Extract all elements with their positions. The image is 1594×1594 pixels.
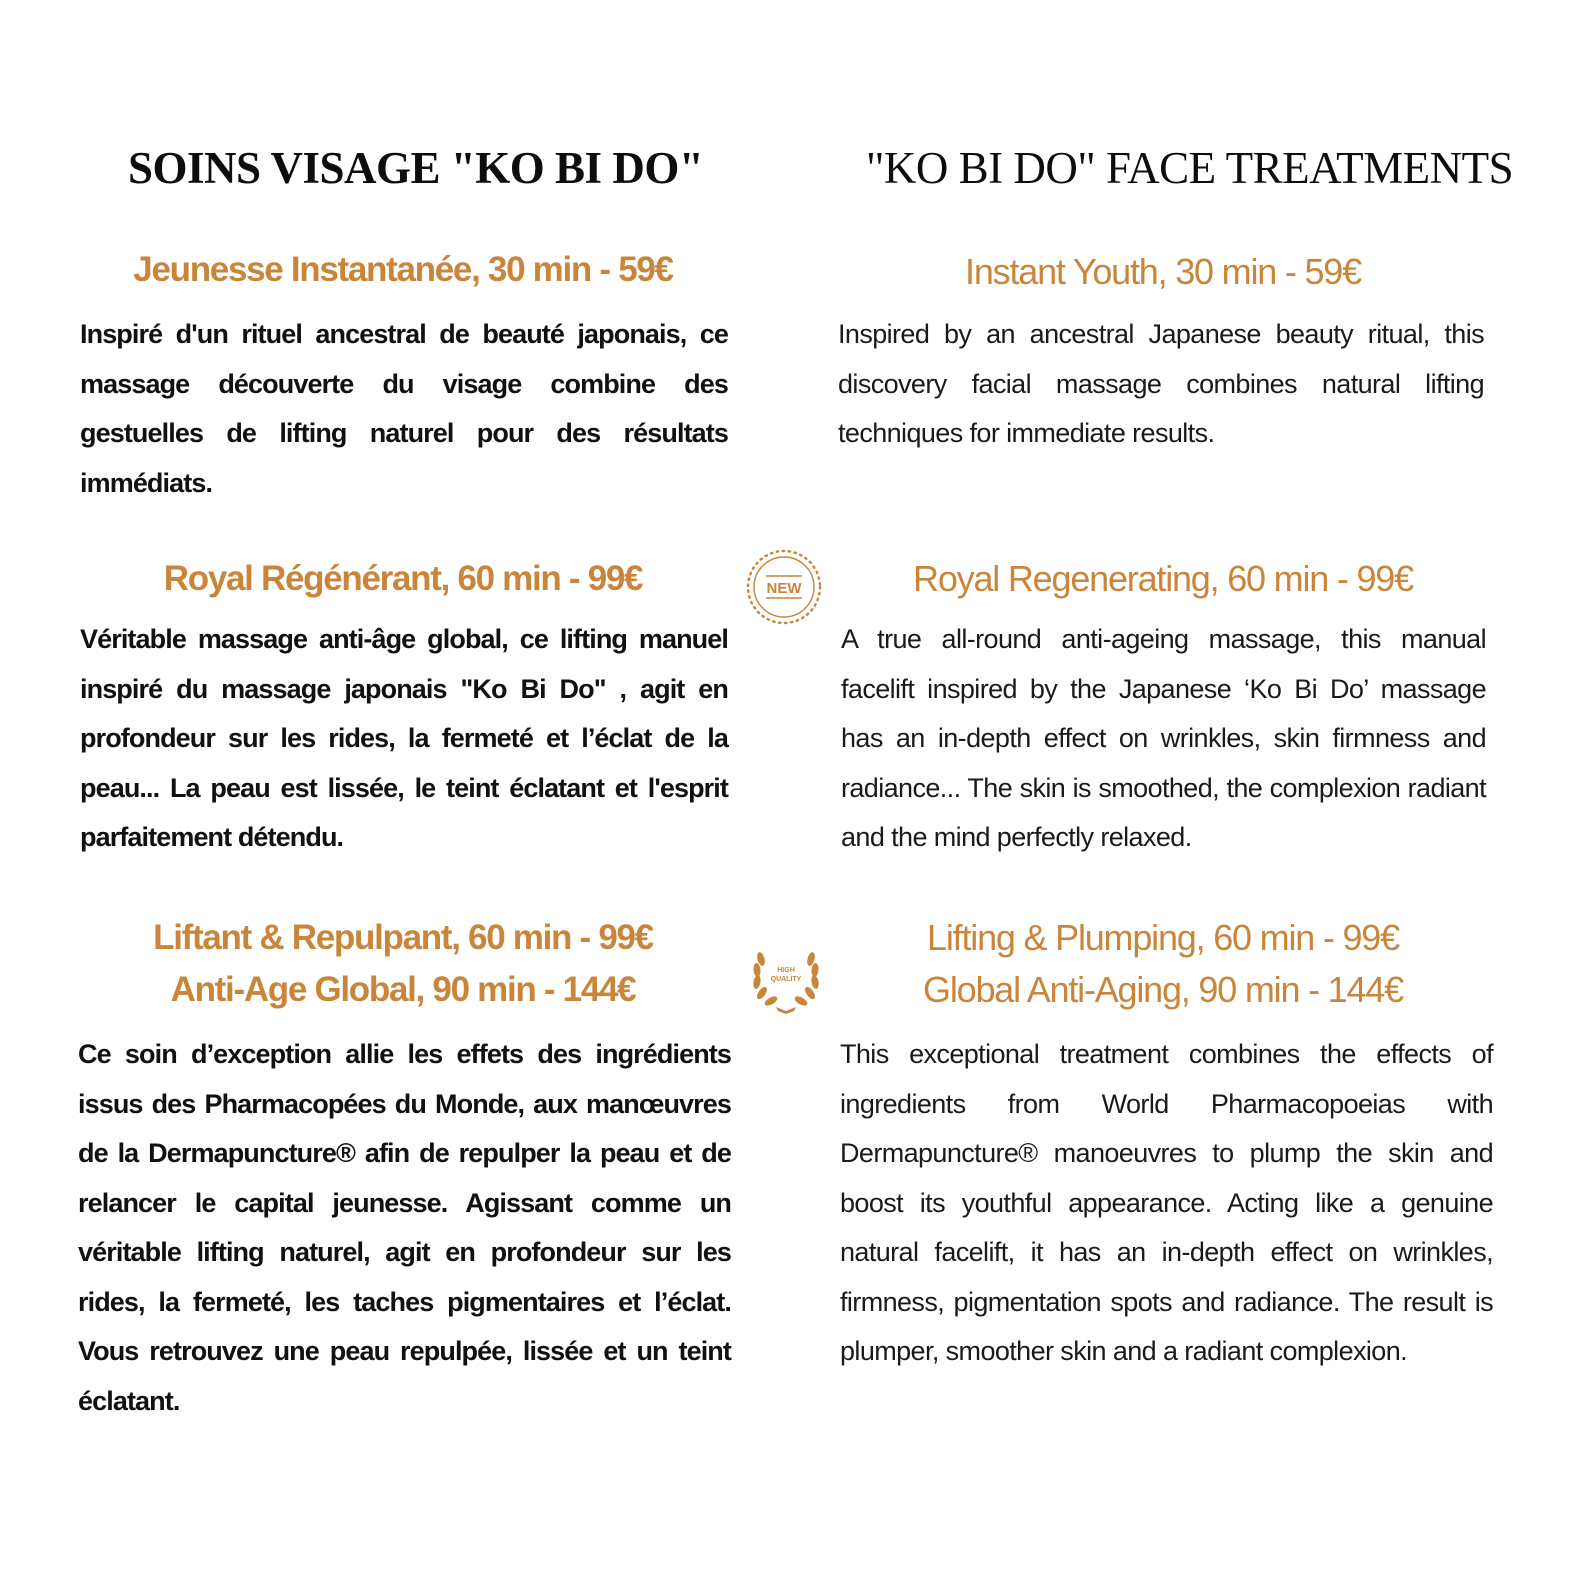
treatment-title-liftant: Liftant & Repulpant, 60 min - 99€ [153, 918, 653, 957]
treatment-description-jeunesse: Inspiré d'un rituel ancestral de beauté japonais, ce massage découverte du visage combine des gestuelles de lifting naturel pour des résultats immédiats. [80, 319, 728, 498]
treatment-description-liftant: Ce soin d’exception allie les effets des ingrédients issus des Pharmacopées du Monde, aux manœuvres de la Dermapuncture® afin de repulper la peau et de relancer le capital jeunesse. Agissant comme un véritable lifting naturel, agit en profondeur sur les rides, la fermeté, les taches pigmentaires et l’éclat. Vous retrouvez une peau repulpée, lissée et un teint éclatant. [78, 1039, 731, 1416]
treatment-description-instant-youth: Inspired by an ancestral Japanese beauty ritual, this discovery facial massage combines natural lifting techniques for immediate results. [838, 319, 1484, 448]
french-heading: SOINS VISAGE "KO BI DO" [128, 143, 704, 193]
treatment-title-jeunesse: Jeunesse Instantanée, 30 min - 59€ [133, 250, 673, 289]
treatment-title-anti-age: Anti-Age Global, 90 min - 144€ [170, 970, 636, 1009]
treatment-description-royal-regenerating: A true all-round anti-ageing massage, this manual facelift inspired by the Japanese ‘Ko Bi Do’ massage has an in-depth effect on wrinkles, skin firmness and radiance... The skin is smoothed, the complexion radiant and the mind perfectly relaxed. [841, 624, 1486, 852]
badge-label-high: HIGH [777, 967, 795, 974]
english-heading: "KO BI DO" FACE TREATMENTS [866, 143, 1514, 193]
treatment-title-global-anti-aging: Global Anti-Aging, 90 min - 144€ [923, 969, 1403, 1010]
treatment-title-royal: Royal Régénérant, 60 min - 99€ [163, 559, 643, 598]
treatment-description-lifting-plumping: This exceptional treatment combines the effects of ingredients from World Pharmacopoeias with Dermapuncture® manoeuvres to plump the skin and boost its youthful appearance. Acting like a genuine natural facelift, it has an in-depth effect on wrinkles, firmness, pigmentation spots and radiance. The result is plumper, smoother skin and a radiant complexion. [840, 1039, 1493, 1366]
treatment-description-royal: Véritable massage anti-âge global, ce lifting manuel inspiré du massage japonais "Ko Bi Do" , agit en profondeur sur les rides, la fermeté et l’éclat de la peau... La peau est lissée, le teint éclatant et l'esprit parfaitement détendu. [80, 624, 728, 852]
high-quality-badge-icon [748, 937, 824, 1017]
badge-label-quality: QUALITY [770, 976, 802, 983]
treatment-title-royal-regenerating: Royal Regenerating, 60 min - 99€ [913, 558, 1413, 599]
new-badge-label: NEW [766, 580, 802, 597]
new-badge-icon [744, 547, 824, 627]
treatment-title-instant-youth: Instant Youth, 30 min - 59€ [965, 251, 1361, 292]
treatment-title-lifting-plumping: Lifting & Plumping, 60 min - 99€ [927, 917, 1399, 958]
